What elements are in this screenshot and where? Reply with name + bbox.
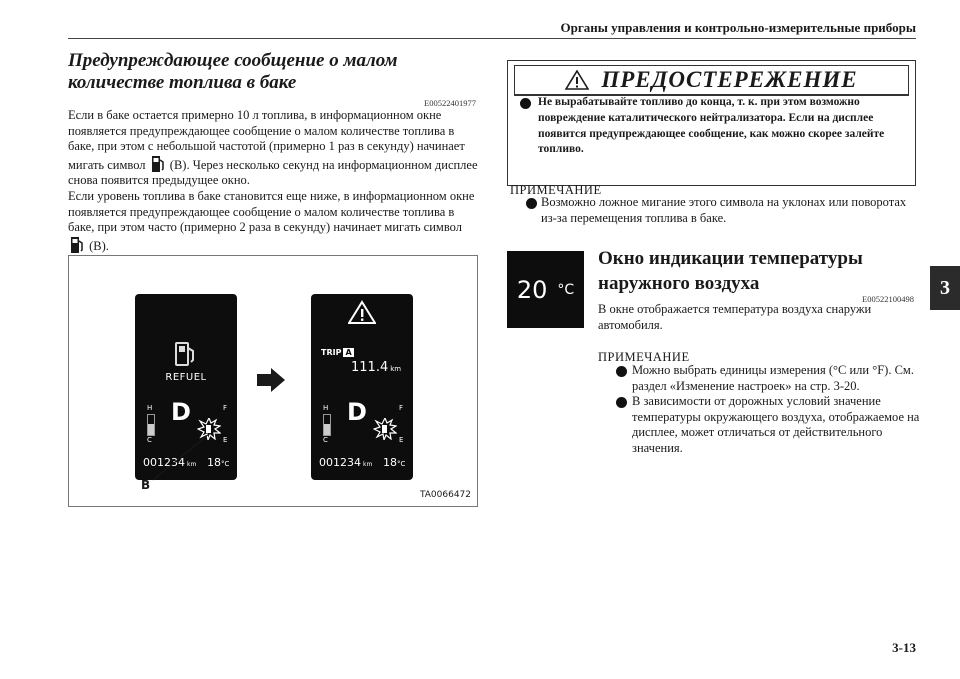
low-fuel-heading: Предупреждающее сообщение о малом количестве топлива в баке (68, 50, 398, 93)
fuel-pump-icon (151, 155, 165, 173)
gauge-c-label: C (323, 436, 328, 444)
gauge-c-label: C (147, 436, 152, 444)
arrow-right-icon (257, 368, 285, 392)
low-fuel-code: E00522401977 (424, 98, 476, 108)
bullet-icon (616, 366, 627, 377)
temp-section-text: В окне отображается температура воздуха снаружи автомобиля. (598, 302, 872, 332)
gear-indicator: D (347, 398, 367, 426)
note-label: ПРИМЕЧАНИЕ (598, 350, 690, 364)
temp-gauge-bar (323, 414, 331, 436)
low-fuel-paragraph (68, 108, 478, 254)
temp-note-item: В зависимости от дорожных условий значение температуры окружающего воздуха, отображаемое на дисплее, может отличаться от действительного значения. (632, 394, 920, 455)
para1-text-a: Если в баке остается примерно 10 л топлива, в информационном окне появляется предупреждающее сообщение о малом количестве топлива в баке, при этом с небольшой частотой (примерно 1 раз в секунду) начинает мигать символ (68, 108, 465, 172)
chapter-tab[interactable]: 3 (930, 266, 960, 310)
gauge-h-label: H (323, 404, 329, 412)
warning-triangle-icon (348, 300, 376, 324)
fuel-warning-burst-icon (373, 418, 397, 440)
trip-row (321, 348, 354, 357)
odometer-value: 001234 (143, 456, 185, 469)
temp-display-unit: °C (557, 281, 575, 298)
trip-value: 111.4 (351, 360, 389, 375)
bullet-icon (616, 397, 627, 408)
odometer-unit: km (187, 461, 197, 468)
gauge-f-label: F (399, 404, 404, 412)
figure-low-fuel (68, 255, 478, 507)
trip-unit: km (390, 365, 402, 373)
temp-display-value: 20 (516, 275, 548, 304)
odometer-row (319, 456, 372, 469)
outside-temp-unit: °C (397, 460, 406, 468)
caution-box (507, 60, 916, 186)
gauge-h-label: H (147, 404, 153, 412)
warning-triangle-icon (565, 70, 589, 90)
para2-text-a: Если уровень топлива в баке становится еще ниже, в информационном окне появляется предупреждающее сообщение о малом количестве топлива в баке, при этом часто (примерно 2 раза в секунду) начинает мигать символ (68, 188, 475, 235)
header-rule (68, 38, 916, 39)
note-label: ПРИМЕЧАНИЕ (510, 183, 602, 197)
odometer-unit: km (363, 461, 373, 468)
trip-value-row (351, 360, 401, 375)
gauge-f-label: F (223, 404, 228, 412)
trip-letter: A (345, 348, 352, 357)
outside-temp-value: 18 (383, 456, 397, 469)
fuel-pump-icon (70, 236, 84, 254)
temp-section-code: E00522100498 (862, 294, 914, 304)
display-right (311, 294, 413, 480)
callout-leader-line (151, 432, 211, 482)
figure-code: TA0066472 (419, 490, 471, 500)
note-text: Возможно ложное мигание этого символа на уклонах или поворотах из-за перемещения топлива в баке. (541, 195, 907, 225)
running-header: Органы управления и контрольно-измерительные приборы (560, 20, 916, 35)
refuel-label: REFUEL (165, 372, 207, 383)
bullet-icon (520, 98, 531, 109)
outside-temp-value: 18 (207, 456, 221, 469)
trip-label: TRIP (321, 348, 342, 357)
para2-text-b: (B). (89, 238, 109, 253)
caution-title-bar (514, 65, 909, 96)
caution-text: Не вырабатывайте топливо до конца, т. к. при этом возможно повреждение каталитического нейтрализатора. Если на дисплее появится предупреждающее сообщение, как можно скорее залейте топливо. (538, 96, 885, 156)
fuel-pump-icon (173, 340, 199, 368)
page-number: 3-13 (892, 640, 916, 655)
gear-indicator: D (171, 398, 191, 426)
temp-note-item: Можно выбрать единицы измерения (°C или °F). См. раздел «Изменение настроек» на стр. 3-20. (632, 363, 914, 393)
outside-temp-display (507, 251, 584, 328)
para1-text-b: (B). Через несколько секунд на информационном дисплее снова появится предыдущее окно. (68, 157, 478, 188)
outside-temp-unit: °C (221, 460, 230, 468)
gauge-e-label: E (223, 436, 228, 444)
odometer-value: 001234 (319, 456, 361, 469)
callout-label: B (141, 478, 151, 492)
gauge-e-label: E (399, 436, 404, 444)
bullet-icon (526, 198, 537, 209)
outside-temp-row (383, 456, 405, 469)
caution-title: ПРЕДОСТЕРЕЖЕНИЕ (601, 67, 858, 92)
temp-section-heading: Окно индикации температуры наружного воздуха (598, 248, 863, 294)
